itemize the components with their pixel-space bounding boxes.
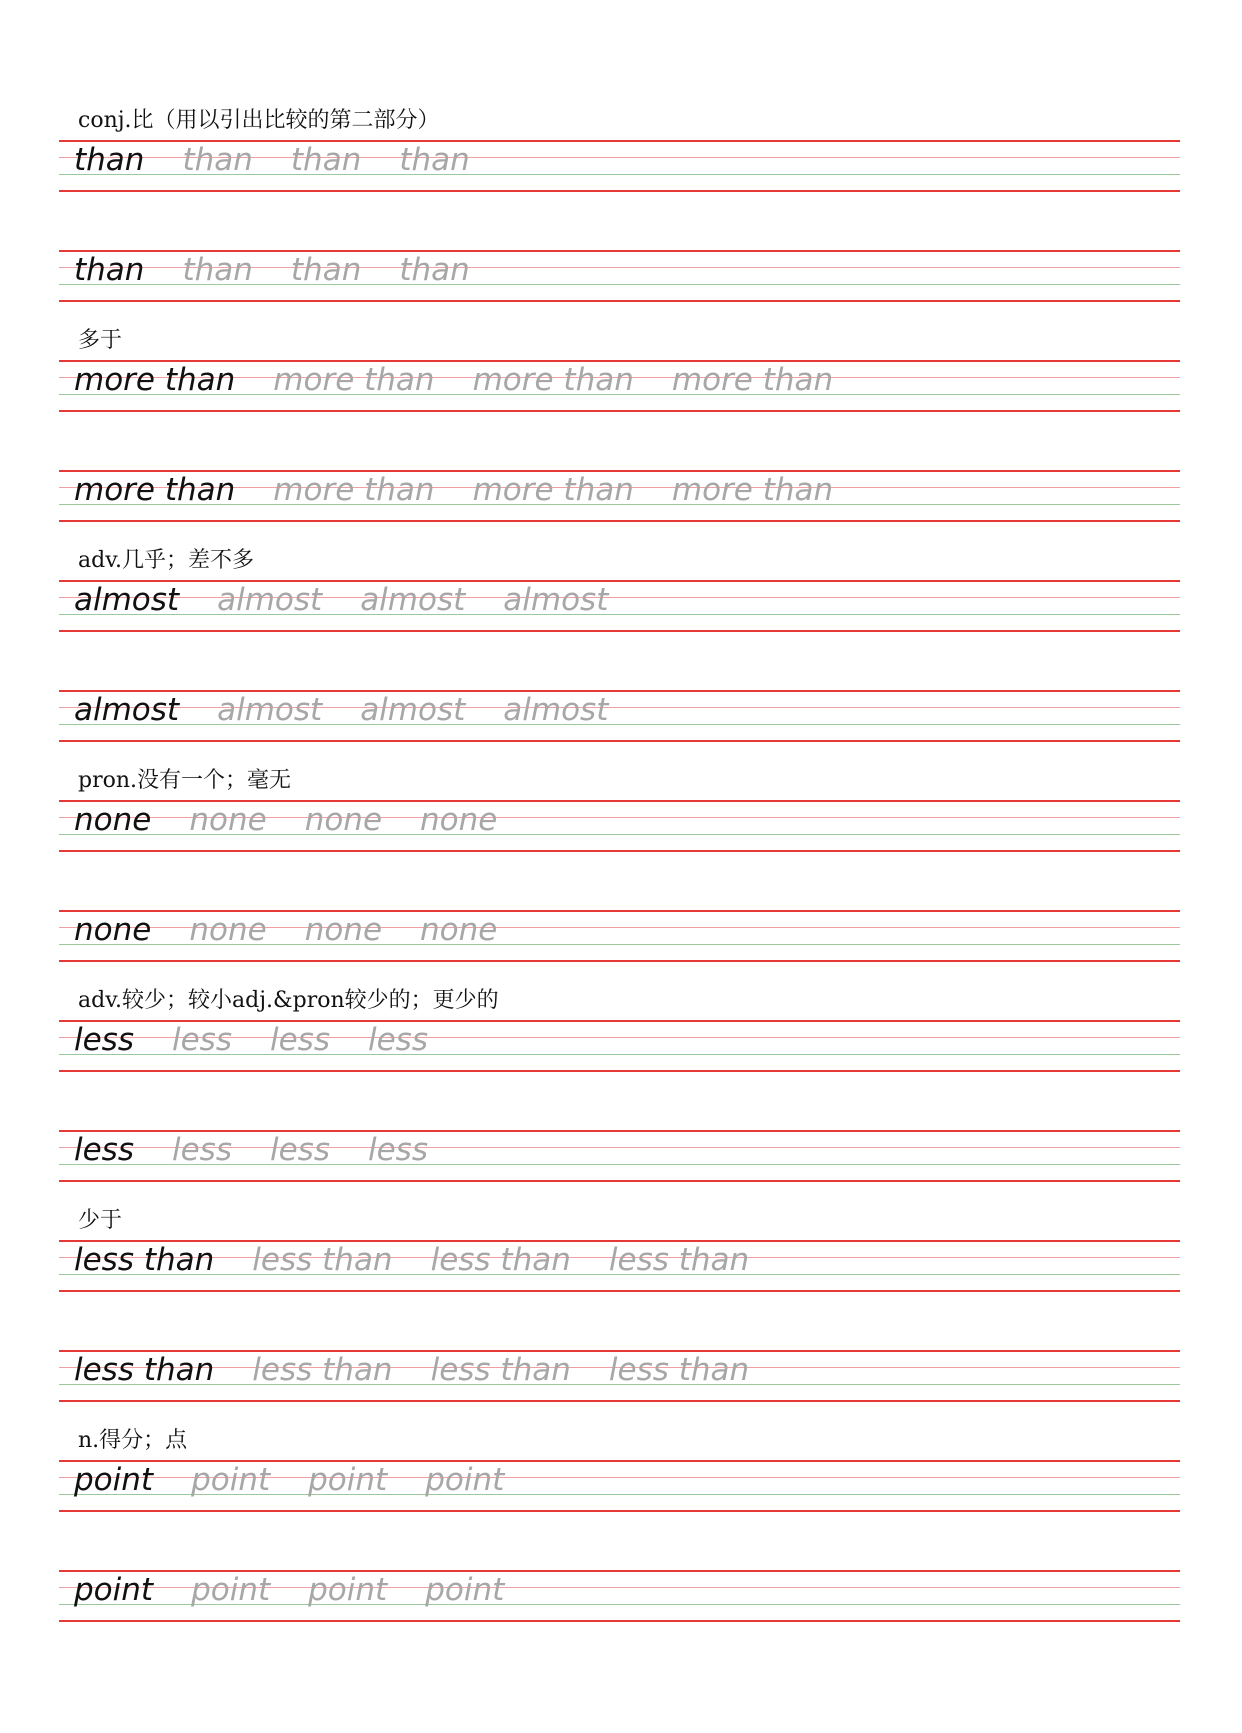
trace-word: less than <box>430 1242 571 1278</box>
practice-row <box>74 912 498 948</box>
model-word: almost <box>74 582 180 618</box>
model-word: less than <box>74 1242 215 1278</box>
practice-row <box>74 1352 750 1388</box>
trace-word: more than <box>273 472 435 508</box>
trace-word: less than <box>252 1242 393 1278</box>
red-guide-line <box>59 1180 1180 1182</box>
word-gloss: adv.较少；较小adj.&pron较少的；更少的 <box>78 988 499 1013</box>
red-guide-line <box>59 410 1180 412</box>
practice-row <box>74 582 609 618</box>
red-guide-line <box>59 1620 1180 1622</box>
trace-word: less than <box>608 1242 750 1278</box>
word-gloss: adv.几乎；差不多 <box>78 548 255 573</box>
trace-word: none <box>420 912 498 948</box>
red-guide-line <box>59 960 1180 962</box>
word-gloss: 少于 <box>78 1208 123 1233</box>
trace-word: than <box>290 252 362 288</box>
trace-word: none <box>420 802 498 838</box>
red-guide-line <box>59 1070 1180 1072</box>
practice-row <box>74 472 834 508</box>
trace-word: more than <box>273 362 435 398</box>
trace-word: point <box>425 1572 505 1608</box>
red-guide-line <box>59 1400 1180 1402</box>
red-guide-line <box>59 1510 1180 1512</box>
trace-word: almost <box>217 692 323 728</box>
trace-word: almost <box>360 692 466 728</box>
practice-row <box>74 1132 428 1168</box>
trace-word: than <box>399 252 470 288</box>
trace-word: less <box>270 1132 330 1168</box>
trace-word: point <box>191 1462 271 1498</box>
red-guide-line <box>59 630 1180 632</box>
red-guide-line <box>59 520 1180 522</box>
trace-word: more than <box>671 472 834 508</box>
trace-word: less <box>368 1132 428 1168</box>
trace-word: none <box>304 802 383 838</box>
trace-word: almost <box>503 692 609 728</box>
practice-row <box>74 362 834 398</box>
red-guide-line <box>59 1290 1180 1292</box>
trace-word: more than <box>671 362 834 398</box>
practice-row <box>74 692 609 728</box>
trace-word: less <box>172 1022 232 1058</box>
trace-word: than <box>290 142 362 178</box>
model-word: more than <box>74 362 236 398</box>
trace-word: none <box>189 802 267 838</box>
model-word: less <box>74 1022 134 1058</box>
practice-row <box>74 1462 505 1498</box>
model-word: almost <box>74 692 180 728</box>
practice-row <box>74 1022 428 1058</box>
practice-row <box>74 802 498 838</box>
trace-word: point <box>308 1462 388 1498</box>
trace-word: less than <box>252 1352 393 1388</box>
model-word: point <box>74 1572 154 1608</box>
trace-word: almost <box>217 582 323 618</box>
red-guide-line <box>59 740 1180 742</box>
model-word: none <box>74 802 152 838</box>
trace-word: point <box>425 1462 505 1498</box>
trace-word: less <box>172 1132 232 1168</box>
practice-row <box>74 142 470 178</box>
model-word: than <box>74 142 145 178</box>
model-word: less than <box>74 1352 215 1388</box>
trace-word: more than <box>472 472 634 508</box>
practice-row <box>74 252 470 288</box>
trace-word: none <box>189 912 267 948</box>
model-word: less <box>74 1132 134 1168</box>
red-guide-line <box>59 850 1180 852</box>
trace-word: almost <box>360 582 466 618</box>
trace-word: more than <box>472 362 634 398</box>
word-gloss: n.得分；点 <box>78 1428 188 1453</box>
trace-word: than <box>182 142 253 178</box>
word-gloss: pron.没有一个；毫无 <box>78 768 292 793</box>
model-word: more than <box>74 472 236 508</box>
trace-word: less <box>270 1022 330 1058</box>
trace-word: none <box>304 912 383 948</box>
trace-word: almost <box>503 582 609 618</box>
red-guide-line <box>59 300 1180 302</box>
trace-word: point <box>191 1572 271 1608</box>
trace-word: than <box>182 252 253 288</box>
practice-row <box>74 1572 505 1608</box>
practice-row <box>74 1242 750 1278</box>
trace-word: less <box>368 1022 428 1058</box>
word-gloss: conj.比（用以引出比较的第二部分） <box>78 108 440 133</box>
model-word: point <box>74 1462 154 1498</box>
model-word: none <box>74 912 152 948</box>
trace-word: less than <box>430 1352 571 1388</box>
trace-word: less than <box>608 1352 750 1388</box>
trace-word: point <box>308 1572 388 1608</box>
red-guide-line <box>59 190 1180 192</box>
model-word: than <box>74 252 145 288</box>
word-gloss: 多于 <box>78 328 123 353</box>
trace-word: than <box>399 142 470 178</box>
